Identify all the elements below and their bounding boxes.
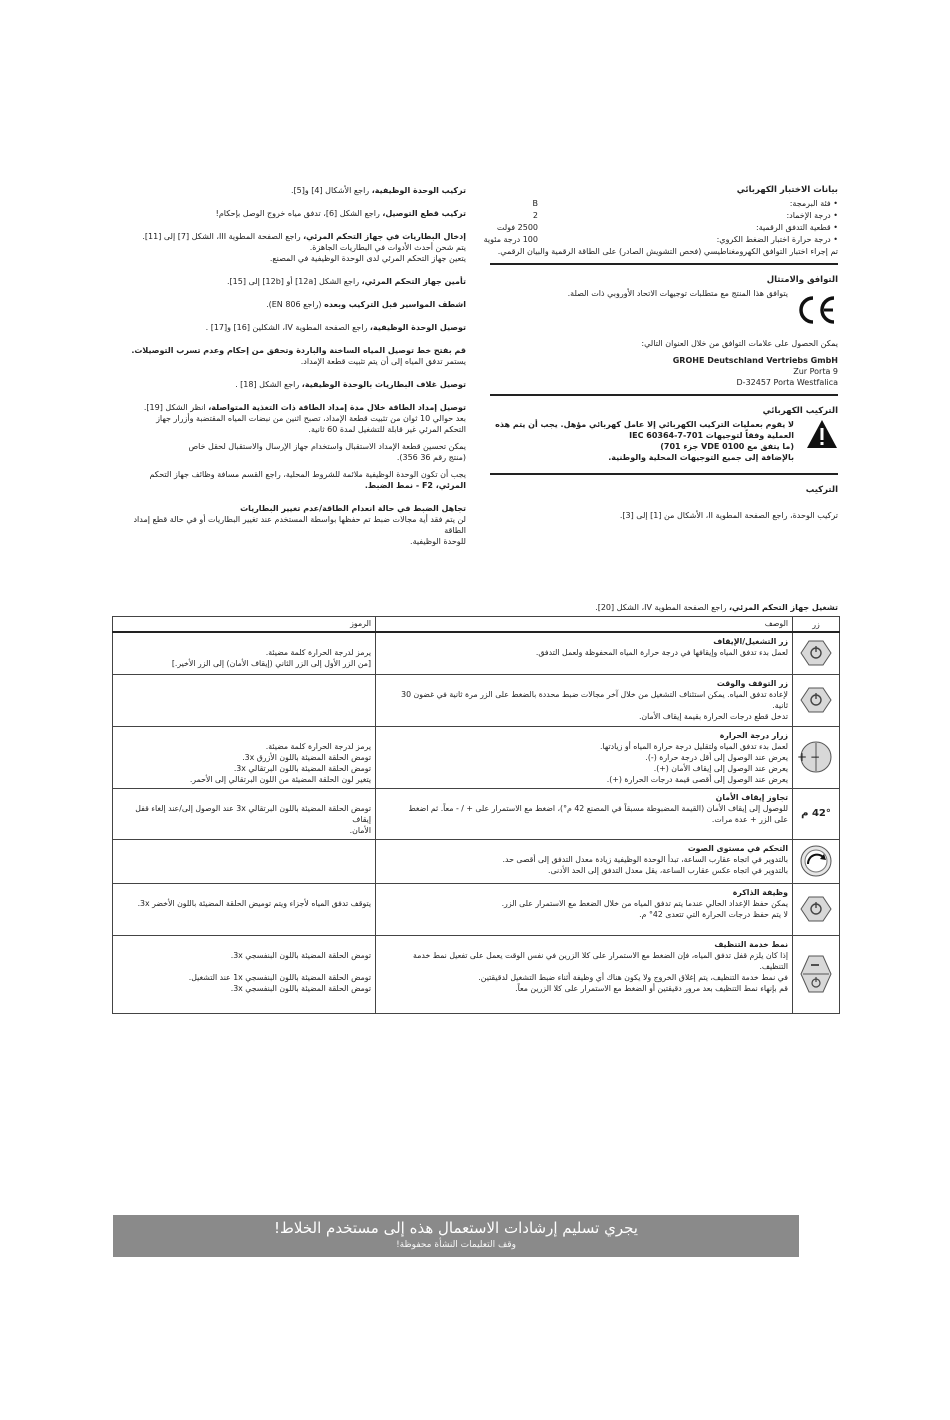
- divider: [490, 473, 838, 475]
- svg-text:+: +: [796, 750, 807, 764]
- approval-text: يتوافق هذا المنتج مع متطلبات توجيهات الاتحاد الأوروبي ذات الصلة.: [567, 289, 788, 298]
- button-cell: [793, 632, 840, 674]
- button-cell: [793, 726, 840, 788]
- approval-title: التوافق والامتثال: [766, 275, 838, 285]
- button-cell: [793, 883, 840, 935]
- header-button: زر: [793, 617, 840, 633]
- install-text: تركيب الوحدة، راجع الصفحة المطوية II، الأشكال من [1] إلى [3].: [619, 511, 838, 520]
- warning-icon: [806, 419, 838, 449]
- table-row: + − زرار درجة الحرارة لعمل بدء تدفق المياه ولتقليل درجة حرارة المياه أو زيادتها. يعرض عند الوصول إلى أقل درجة حرارة (-). يعرض عند الوصول إلى إيقاف الأمان (+). يعرض عند الوصول إلى أقصى قيمة درجات الحرارة (+). يرمز لدرجة الحرارة كلمة مضيئة. تومض الحلقة المضيئة باللون الأزرق 3x. تومض الحلقة المضيئة باللون البرتقالي 3x. يتغير لون الحلقة المضيئة من اللون البرتقالي إلى الأحمر.: [113, 726, 840, 788]
- approval-block: [490, 288, 838, 328]
- banner-line-2: وقف التعليمات النشأة محفوظة!: [396, 1240, 516, 1250]
- company-city: D-32457 Porta Westfalica: [736, 378, 838, 387]
- company-street: Zur Porta 9: [793, 367, 838, 376]
- footer-banner: [113, 1215, 799, 1257]
- table-row: 42° م تجاوز إيقاف الأمان للوصول إلى إيقاف الأمان (القيمة المضبوطة مسبقاً في المصنع 42 م°)، اضغط مع الاستمرار على + / - معاً. ثم اضغط على الزر + عدة مرات. تومض الحلقة المضيئة باللون البرتقالي 3x عند الوصول إلى/عند إلغاء قفل إيقاف الأمان.: [113, 788, 840, 839]
- spec-row: • فئة البرمجة: B: [532, 199, 838, 208]
- company-name: GROHE Deutschland Vertriebs GmbH: [672, 356, 838, 365]
- cleaning-mode-buttons-icon: [799, 952, 833, 996]
- button-cell: [793, 839, 840, 883]
- spec-row: • درجة حرارة اختبار الضغط الكروي: 100 درجة مئوية: [483, 235, 838, 244]
- table-row: نمط خدمة التنظيف إذا كان يلزم قفل تدفق المياه، فإن الضغط مع الاستمرار على كلا الزرين في نفس الوقت يعمل على تفعيل نمط خدمة التنظيف. في نمط خدمة التنظيف، يتم إغلاق الخروج ولا يكون هناك أي وظيفة أثناء ضبط التشغيل لدقيقتين. قم بإنهاء نمط التنظيف بعد مرور دقيقتين أو الضغط مع الاستمرار على كلا الزرين معاً. تومض الحلقة المضيئة باللون البنفسجي 3x. تومض الحلقة المضيئة باللون البنفسجي 1x عند التشغيل. تومض الحلقة المضيئة باللون البنفسجي 3x.: [113, 935, 840, 1013]
- table-row: التحكم في مستوى الصوت بالتدوير في اتجاه عقارب الساعة، تبدأ الوحدة الوظيفية زيادة معدل التدفق إلى أقصى حد. بالتدوير في اتجاه عكس عقارب الساعة، يقل معدل التدفق إلى الحد الأدنى.: [113, 839, 840, 883]
- table-row: زر التشغيل/الإيقاف لعمل بدء تدفق المياه وإيقافها في درجة حرارة المياه المحفوظة ولعمل التدفق. يرمز لدرجة الحرارة كلمة مضيئة. [من الزر الأول إلى الزر الثاني (إيقاف الأمان) إلى الزر الأخير.]: [113, 632, 840, 674]
- header-display: الرموز: [113, 617, 376, 633]
- approval-note: يمكن الحصول على علامات التوافق من خلال العنوان التالي:: [641, 339, 838, 348]
- tech-note: تم إجراء اختبار التوافق الكهرومغناطيسي (فحص التشويش الصادر) على الطاقة الرقمية والبيان الرقمي.: [497, 247, 838, 256]
- stop-button-icon: [799, 685, 833, 715]
- temperature-buttons-icon: [798, 740, 834, 774]
- banner-line-1: يجري تسليم إرشادات الاستعمال هذه إلى مستخدم الخلاط!: [274, 1219, 638, 1237]
- table-row: وظيفة الذاكرة يمكن حفظ الإعداد الحالي عندما يتم تدفق المياه من خلال الضغط مع الاستمرار على الزر. لا يتم حفظ درجات الحرارة التي تتعدى 42° م. يتوقف تدفق المياه لأجزاء ويتم توميض الحلقة المضيئة باللون الأخضر 3x.: [113, 883, 840, 935]
- divider: [490, 263, 838, 265]
- electrical-block: لا يقوم بعمليات التركيب الكهربائي إلا عامل كهربائي مؤهل. يجب أن يتم هذه العملية وفقاً لتوجيهات IEC 60364-7-701 (ما يتفق مع VDE 0100 جزء 701) بالإضافة إلى جميع التوجيهات المحلية والوطنية.: [490, 419, 838, 467]
- button-cell: [793, 674, 840, 726]
- button-cell: [793, 935, 840, 1013]
- spec-row: • قطعية التدفق الرقمية: 2500 فولت: [496, 223, 838, 232]
- on-off-button-icon: [799, 638, 833, 668]
- left-column: تركيب الوحدة الوظيفية، راجع الأشكال [4] و[5]. تركيب قطع التوصيل، راجع الشكل [6]، تدفق مياه خروج الوصل بإحكام! إدخال البطاريات في جهاز التحكم المرئي، راجع الصفحة المطوية III، الشكل [7] إلى [11]. يتم شحن أحدث الأدوات في البطاريات الجاهزة. يتعين جهاز التحكم المرئي لدى الوحدة الوظيفية في المصنع. تأمين جهاز التحكم المرئي، راجع الشكل [12a] أو [12b] إلى [15]. اشطف المواسير قبل التركيب وبعده (راجع EN 806). توصيل الوحدة الوظيفية، راجع الصفحة المطوية IV، الشكلين [16] و[17] . قم بفتح خط توصيل المياه الساخنة والباردة وتحقق من إحكام وعدم تسرب التوصيلات. يستمر تدفق المياه إلى أن يتم تثبيت قطعة الإمداد. توصيل غلاف البطاريات بالوحدة الوظيفية، راجع الشكل [18] . توصيل إمداد الطاقة خلال مدة إمداد الطاقة ذات التغذية المتواصلة، انظر الشكل [19]. بعد حوالي 10 ثوان من تثبيت قطعة الإمداد، تصبح اثنين من نبضات المياه المقتضبة وأزرار جهاز التحكم المرئي غير قابلة للتشغيل لمدة 60 ثانية. يمكن تحسين قطعة الإمداد الاستقبال واستخدام جهاز الإرسال والاستقبال لحقل خاص (منتج رقم 36 356). يجب أن تكون الوحدة الوظيفية ملائمة للشروط المحلية، راجع القسم مسافة وظائف جهاز التحكم المرئي، F2 - نمط الضبط. تجاهل الضبط في حالة انعدام الطاقة/عدم تغيير البطاريات لن يتم فقد أية مجالات ضبط تم حفظها بواسطة المستخدم عند تغيير البطاريات أو في حالة قطع إمداد الطاقة للوحدة الوظيفية.: [131, 186, 466, 546]
- right-column: [483, 185, 838, 527]
- spec-row: • درجة الإخماد: 2: [532, 211, 838, 220]
- electrical-title: التركيب الكهربائي: [762, 406, 838, 416]
- svg-text:−: −: [809, 750, 820, 764]
- tech-title: بيانات الاختبار الكهربائي: [736, 185, 838, 195]
- ce-mark-icon: [794, 292, 838, 328]
- divider: [490, 394, 838, 396]
- operation-title: تشغيل جهاز التحكم المرئي، راجع الصفحة المطوية IV، الشكل [20].: [595, 603, 838, 612]
- safety-stop-badge: 42° م: [793, 788, 840, 839]
- install-title: التركيب: [805, 485, 838, 495]
- table-row: زر التوقف والوقت لإعادة تدفق المياه. يمكن استئناف التشغيل من خلال آخر مجالات ضبط محددة بالضغط على الزر مرة ثانية في غضون 30 ثانية. تدخل قطع درجات الحرارة بقيمة إيقاف الأمان.: [113, 674, 840, 726]
- memory-button-icon: [799, 894, 833, 924]
- header-function: الوصف: [376, 617, 793, 633]
- volume-dial-icon: [799, 844, 833, 878]
- operation-table: [112, 616, 840, 1014]
